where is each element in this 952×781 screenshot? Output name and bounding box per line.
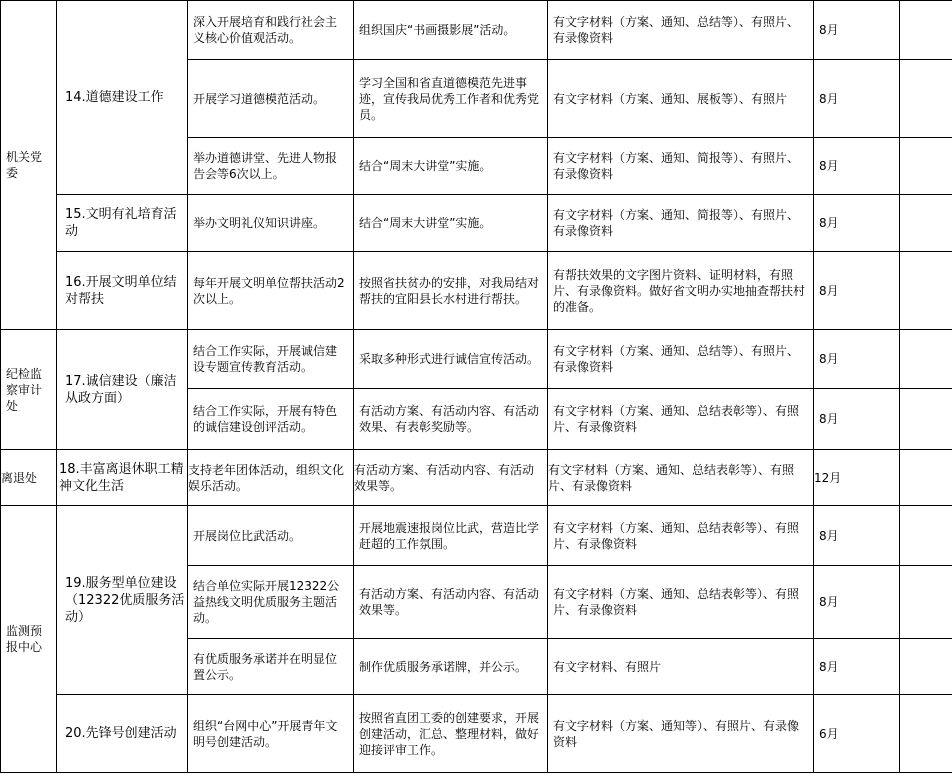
activity-cell: 组织“台网中心”开展青年文明号创建活动。 [188,695,354,773]
time-cell: 8月 [814,566,900,639]
activity-cell: 支持老年团体活动，组织文化娱乐活动。 [188,450,354,506]
project-cell [57,506,188,695]
dept-label: 纪检监察审计处 [6,366,43,413]
project-cell: 18.丰富离退休职工精神文化生活 [57,450,188,506]
table-row [1,252,952,330]
table-row [1,450,952,506]
project-cell: 16.开展文明单位结对帮扶 [57,252,188,330]
project-cell: 20.先锋号创建活动 [57,695,188,773]
activity-cell: 深入开展培育和践行社会主义核心价值观活动。 [188,1,354,60]
measure-cell: 制作优质服务承诺牌，并公示。 [354,639,548,695]
time-cell: 8月 [814,195,900,252]
time-cell: 12月 [814,450,900,506]
empty-cell [900,1,952,60]
material-cell: 有文字材料（方案、通知等）、有照片、有录像资料 [548,695,814,773]
empty-cell [900,450,952,506]
empty-cell [900,60,952,138]
project-label: 17.诚信建设（廉洁从政方面） [65,373,177,406]
material-cell: 有文字材料（方案、通知、总结表彰等）、有照片、有录像资料 [548,450,814,506]
table-row [1,1,952,60]
measure-cell: 学习全国和省直道德模范先进事迹，宣传我局优秀工作者和优秀党员。 [354,60,548,138]
activity-cell: 每年开展文明单位帮扶活动2次以上。 [188,252,354,330]
measure-cell: 有活动方案、有活动内容、有活动效果等。 [354,450,548,506]
project-cell [57,1,188,195]
table-row [1,695,952,773]
measure-cell: 结合“周末大讲堂”实施。 [354,195,548,252]
dept-cell: 离退处 [1,450,57,506]
time-cell: 8月 [814,330,900,389]
activity-cell: 开展岗位比武活动。 [188,506,354,566]
material-cell: 有文字材料（方案、通知、总结表彰等）、有照片、有录像资料 [548,506,814,566]
measure-cell: 按照省扶贫办的安排，对我局结对帮扶的宜阳县长水村进行帮扶。 [354,252,548,330]
time-cell: 8月 [814,639,900,695]
empty-cell [900,695,952,773]
material-cell: 有文字材料（方案、通知、展板等）、有照片 [548,60,814,138]
activity-cell: 举办文明礼仪知识讲座。 [188,195,354,252]
activity-cell: 有优质服务承诺并在明显位置公示。 [188,639,354,695]
activity-cell: 结合工作实际，开展有特色的诚信建设创评活动。 [188,389,354,450]
empty-cell [900,195,952,252]
project-cell: 15.文明有礼培育活动 [57,195,188,252]
empty-cell [900,330,952,389]
time-cell: 8月 [814,60,900,138]
material-cell: 有文字材料（方案、通知、总结等）、有照片、有录像资料 [548,330,814,389]
table-row [1,330,952,389]
measure-cell: 结合“周末大讲堂”实施。 [354,138,548,195]
empty-cell [900,506,952,566]
material-cell: 有文字材料（方案、通知、总结等）、有照片、有录像资料 [548,1,814,60]
dept-cell [1,1,57,330]
project-label: 19.服务型单位建设（12322优质服务活动） [65,575,185,625]
material-cell: 有文字材料（方案、通知、简报等）、有照片、有录像资料 [548,195,814,252]
material-cell: 有文字材料（方案、通知、总结表彰等）、有照片、有录像资料 [548,566,814,639]
measure-cell: 组织国庆“书画摄影展”活动。 [354,1,548,60]
empty-cell [900,252,952,330]
measure-cell: 有活动方案、有活动内容、有活动效果、有表彰奖励等。 [354,389,548,450]
dept-cell [1,506,57,773]
project-cell [57,330,188,450]
material-cell: 有帮扶效果的文字图片资料、证明材料，有照片、有录像资料。做好省文明办实地抽查帮扶村的准备。 [548,252,814,330]
time-cell: 8月 [814,138,900,195]
time-cell: 8月 [814,389,900,450]
empty-cell [900,566,952,639]
time-cell: 8月 [814,1,900,60]
activity-cell: 开展学习道德模范活动。 [188,60,354,138]
dept-label: 机关党委 [6,150,43,180]
activity-cell: 举办道德讲堂、先进人物报告会等6次以上。 [188,138,354,195]
material-cell: 有文字材料（方案、通知、总结表彰等）、有照片、有录像资料 [548,389,814,450]
dept-label: 监测预报中心 [6,624,43,654]
table-row [1,506,952,566]
empty-cell [900,389,952,450]
measure-cell: 有活动方案、有活动内容、有活动效果等。 [354,566,548,639]
time-cell: 6月 [814,695,900,773]
empty-cell [900,639,952,695]
activity-cell: 结合工作实际，开展诚信建设专题宣传教育活动。 [188,330,354,389]
material-cell: 有文字材料、有照片 [548,639,814,695]
activity-cell: 结合单位实际开展12322公益热线文明优质服务主题活动。 [188,566,354,639]
empty-cell [900,138,952,195]
measure-cell: 开展地震速报岗位比武，营造比学赶超的工作氛围。 [354,506,548,566]
table-row [1,195,952,252]
time-cell: 8月 [814,506,900,566]
dept-cell [1,330,57,450]
material-cell: 有文字材料（方案、通知、简报等）、有照片、有录像资料 [548,138,814,195]
project-label: 14.道德建设工作 [65,90,164,105]
measure-cell: 采取多种形式进行诚信宣传活动。 [354,330,548,389]
measure-cell: 按照省直团工委的创建要求，开展创建活动，汇总、整理材料，做好迎接评审工作。 [354,695,548,773]
time-cell: 8月 [814,252,900,330]
